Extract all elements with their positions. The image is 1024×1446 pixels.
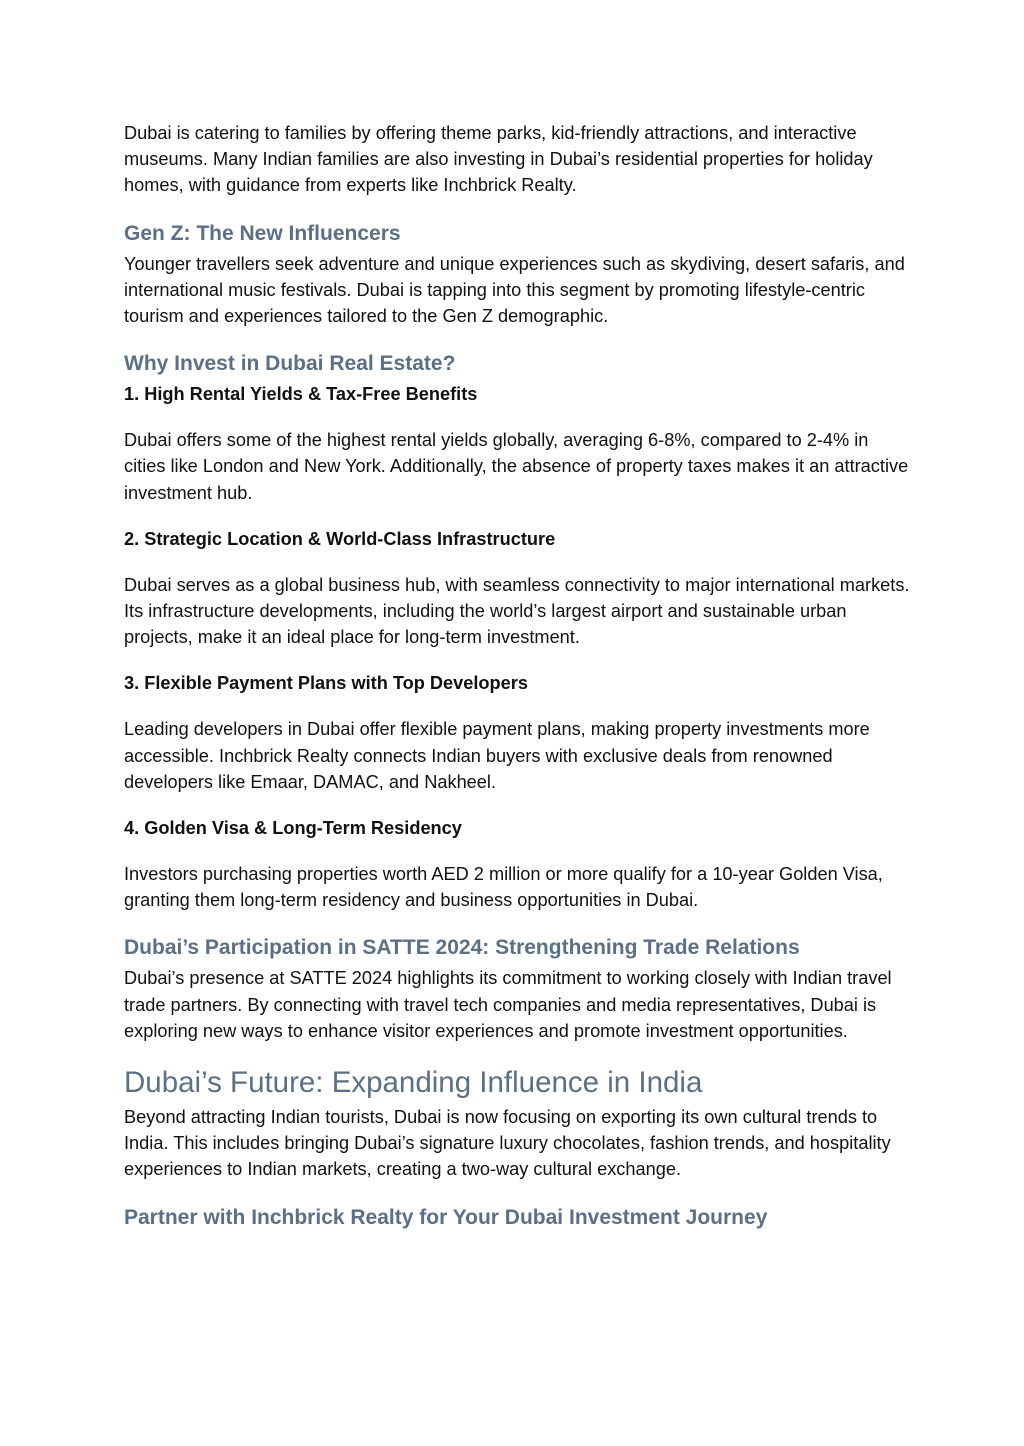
satte-paragraph: Dubai’s presence at SATTE 2024 highlights its commitment to working closely with Indian travel trade partners. By connecting with travel tech companies and media representatives, Dubai is exploring new ways to enhance visitor experiences and promote investment opportunities.: [124, 968, 892, 1041]
future-paragraph: Beyond attracting Indian tourists, Dubai is now focusing on exporting its own cultural trends to India. This includes bringing Dubai’s signature luxury chocolates, fashion trends, and hospitality experiences to Indian markets, creating a two-way cultural exchange.: [124, 1107, 891, 1180]
invest-heading: Why Invest in Dubai Real Estate?: [124, 352, 456, 376]
document-page: [124, 120, 914, 1233]
invest-item-1-title: 1. High Rental Yields & Tax-Free Benefits: [124, 384, 478, 405]
genz-paragraph: Younger travellers seek adventure and unique experiences such as skydiving, desert safaris, and international music festivals. Dubai is tapping into this segment by promoting lifestyle-centric tourism and experiences tailored to the Gen Z demographic.: [124, 253, 905, 327]
invest-item-2-title: 2. Strategic Location & World-Class Infrastructure: [124, 528, 556, 549]
intro-paragraph: Dubai is catering to families by offering theme parks, kid-friendly attractions, and interactive museums. Many Indian families are also investing in Dubai’s residential properties for holiday homes, with guidance from experts like Inchbrick Realty.: [124, 123, 873, 196]
invest-item-3-paragraph: Leading developers in Dubai offer flexible payment plans, making property investments more accessible. Inchbrick Realty connects Indian buyers with exclusive deals from renowned developers like Emaar, DAMAC, and Nakheel.: [124, 719, 870, 792]
invest-item-1-paragraph: Dubai offers some of the highest rental yields globally, averaging 6-8%, compared to 2-4% in cities like London and New York. Additionally, the absence of property taxes makes it an attractive investment hub.: [124, 430, 909, 503]
future-heading: Dubai’s Future: Expanding Influence in India: [124, 1066, 703, 1100]
partner-heading: Partner with Inchbrick Realty for Your Dubai Investment Journey: [124, 1205, 768, 1229]
invest-item-3-title: 3. Flexible Payment Plans with Top Developers: [124, 673, 528, 694]
invest-item-4-paragraph: Investors purchasing properties worth AED 2 million or more qualify for a 10-year Golden Visa, granting them long-term residency and business opportunities in Dubai.: [124, 864, 883, 911]
invest-item-2-paragraph: Dubai serves as a global business hub, with seamless connectivity to major international markets. Its infrastructure developments, including the world’s largest airport and sustainable urban projects, make it an ideal place for long-term investment.: [124, 574, 910, 648]
invest-item-4-title: 4. Golden Visa & Long-Term Residency: [124, 818, 462, 839]
satte-heading: Dubai’s Participation in SATTE 2024: Strengthening Trade Relations: [124, 936, 800, 960]
genz-heading: Gen Z: The New Influencers: [124, 221, 401, 245]
